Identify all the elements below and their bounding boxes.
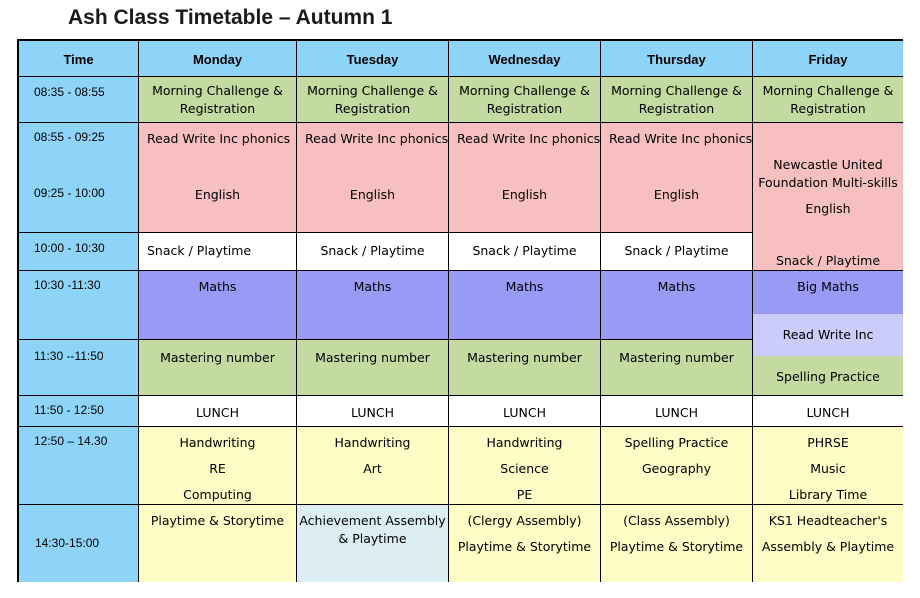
time-cell: 14:30-15:00: [19, 505, 139, 582]
wednesday-morning-challenge: Morning Challenge & Registration: [449, 77, 601, 123]
wednesday-lunch: LUNCH: [449, 396, 601, 427]
time-cell: 08:35 - 08:55: [19, 77, 139, 123]
header-wednesday: Wednesday: [449, 41, 601, 77]
friday-spelling-practice: Spelling Practice: [753, 356, 903, 396]
tuesday-mastering-number: Mastering number: [297, 340, 449, 396]
monday-mastering-number: Mastering number: [139, 340, 297, 396]
wednesday-phonics-english: Read Write Inc phonics English: [449, 123, 601, 233]
thursday-snack: Snack / Playtime: [601, 233, 753, 271]
monday-afternoon: Handwriting RE Computing: [139, 427, 297, 505]
tuesday-afternoon: Handwriting Art: [297, 427, 449, 505]
friday-lunch: LUNCH: [753, 396, 903, 427]
header-thursday: Thursday: [601, 41, 753, 77]
friday-late-afternoon: KS1 Headteacher's Assembly & Playtime: [753, 505, 903, 582]
thursday-maths: Maths: [601, 271, 753, 340]
thursday-mastering-number: Mastering number: [601, 340, 753, 396]
wednesday-maths: Maths: [449, 271, 601, 340]
monday-lunch: LUNCH: [139, 396, 297, 427]
wednesday-snack: Snack / Playtime: [449, 233, 601, 271]
time-cell: 12:50 – 14.30: [19, 427, 139, 505]
wednesday-late-afternoon: (Clergy Assembly) Playtime & Storytime: [449, 505, 601, 582]
header-tuesday: Tuesday: [297, 41, 449, 77]
time-cell: 08:55 - 09:25 09:25 - 10:00: [19, 123, 139, 233]
tuesday-morning-challenge: Morning Challenge & Registration: [297, 77, 449, 123]
wednesday-mastering-number: Mastering number: [449, 340, 601, 396]
monday-late-afternoon: Playtime & Storytime: [139, 505, 297, 582]
friday-big-maths: Big Maths: [753, 271, 903, 314]
header-monday: Monday: [139, 41, 297, 77]
wednesday-afternoon: Handwriting Science PE: [449, 427, 601, 505]
header-friday: Friday: [753, 41, 903, 77]
header-time: Time: [19, 41, 139, 77]
thursday-lunch: LUNCH: [601, 396, 753, 427]
tuesday-lunch: LUNCH: [297, 396, 449, 427]
monday-maths: Maths: [139, 271, 297, 340]
tuesday-phonics-english: Read Write Inc phonics English: [297, 123, 449, 233]
tuesday-maths: Maths: [297, 271, 449, 340]
thursday-morning-challenge: Morning Challenge & Registration: [601, 77, 753, 123]
thursday-late-afternoon: (Class Assembly) Playtime & Storytime: [601, 505, 753, 582]
time-cell: 11:50 - 12:50: [19, 396, 139, 427]
time-cell: 10:30 -11:30: [19, 271, 139, 340]
timetable: [17, 39, 903, 582]
page-title: Ash Class Timetable – Autumn 1: [68, 6, 393, 29]
friday-afternoon: PHRSE Music Library Time: [753, 427, 903, 505]
time-cell: 11:30 --11:50: [19, 340, 139, 396]
time-cell: 10:00 - 10:30: [19, 233, 139, 271]
thursday-phonics-english: Read Write Inc phonics English: [601, 123, 753, 233]
friday-read-write-inc: Read Write Inc: [753, 314, 903, 356]
friday-morning-challenge: Morning Challenge & Registration: [753, 77, 903, 123]
monday-phonics-english: Read Write Inc phonics English: [139, 123, 297, 233]
monday-morning-challenge: Morning Challenge & Registration: [139, 77, 297, 123]
thursday-afternoon: Spelling Practice Geography: [601, 427, 753, 505]
monday-snack: Snack / Playtime: [139, 233, 297, 271]
friday-multiskills-english: Newcastle United Foundation Multi-skills English Snack / Playtime: [753, 123, 903, 271]
tuesday-late-afternoon: Achievement Assembly & Playtime: [297, 505, 449, 582]
tuesday-snack: Snack / Playtime: [297, 233, 449, 271]
